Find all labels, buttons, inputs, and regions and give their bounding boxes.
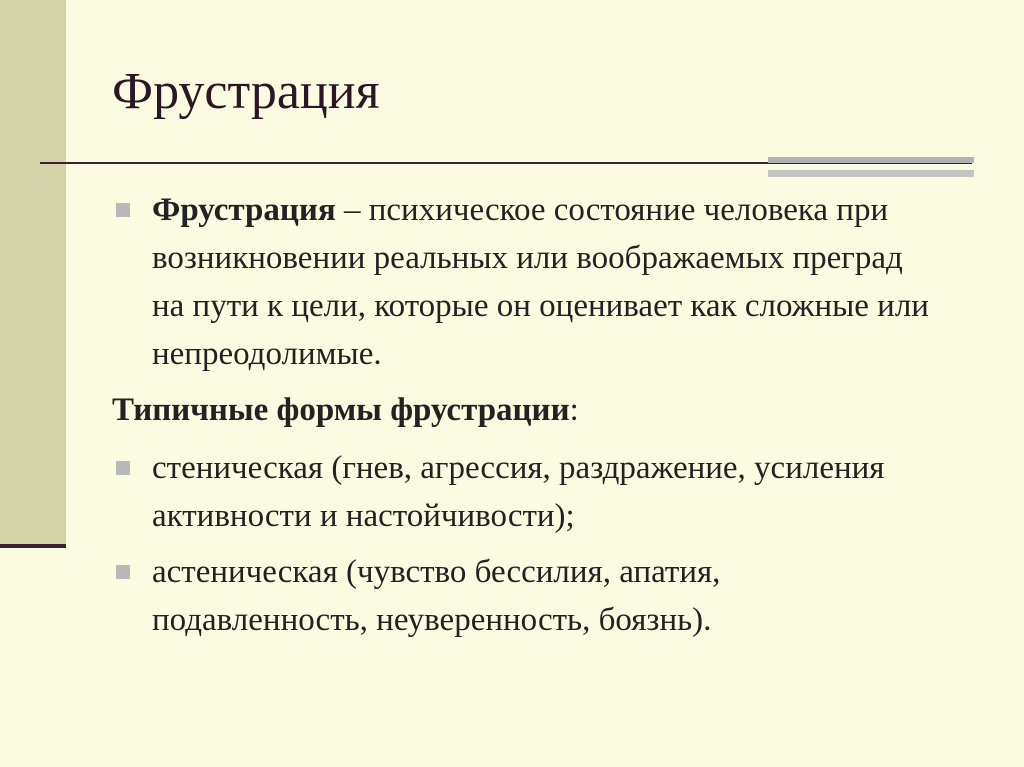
forms-heading-text: Типичные формы фрустрации xyxy=(112,392,570,428)
square-bullet-icon xyxy=(116,565,130,579)
forms-heading-suffix: : xyxy=(569,392,579,428)
square-bullet-icon xyxy=(116,461,130,475)
definition-bullet xyxy=(112,186,932,378)
forms-heading xyxy=(112,386,932,434)
form-bullet-asthenic xyxy=(112,548,932,644)
left-band-divider xyxy=(0,544,66,548)
form-bullet-sthenic xyxy=(112,444,932,540)
definition-text: – психическое состояние человека при возникновении реальных или воображаемых преград на пути к цели, которые он оценивает как сложные или непреодолимые. xyxy=(152,192,929,372)
title-accent-bar xyxy=(768,157,974,163)
square-bullet-icon xyxy=(116,203,130,217)
form-text-asthenic: астеническая (чувство бессилия, апатия, подавленность, неуверенность, боязнь). xyxy=(152,554,721,638)
definition-term: Фрустрация xyxy=(152,192,336,228)
slide-title: Фрустрация xyxy=(112,63,380,120)
form-text-sthenic: стеническая (гнев, агрессия, раздражение, усиления активности и настойчивости); xyxy=(152,450,885,534)
left-decorative-band xyxy=(0,0,66,548)
slide-content xyxy=(112,186,932,652)
title-accent-bar-lower xyxy=(768,170,974,177)
